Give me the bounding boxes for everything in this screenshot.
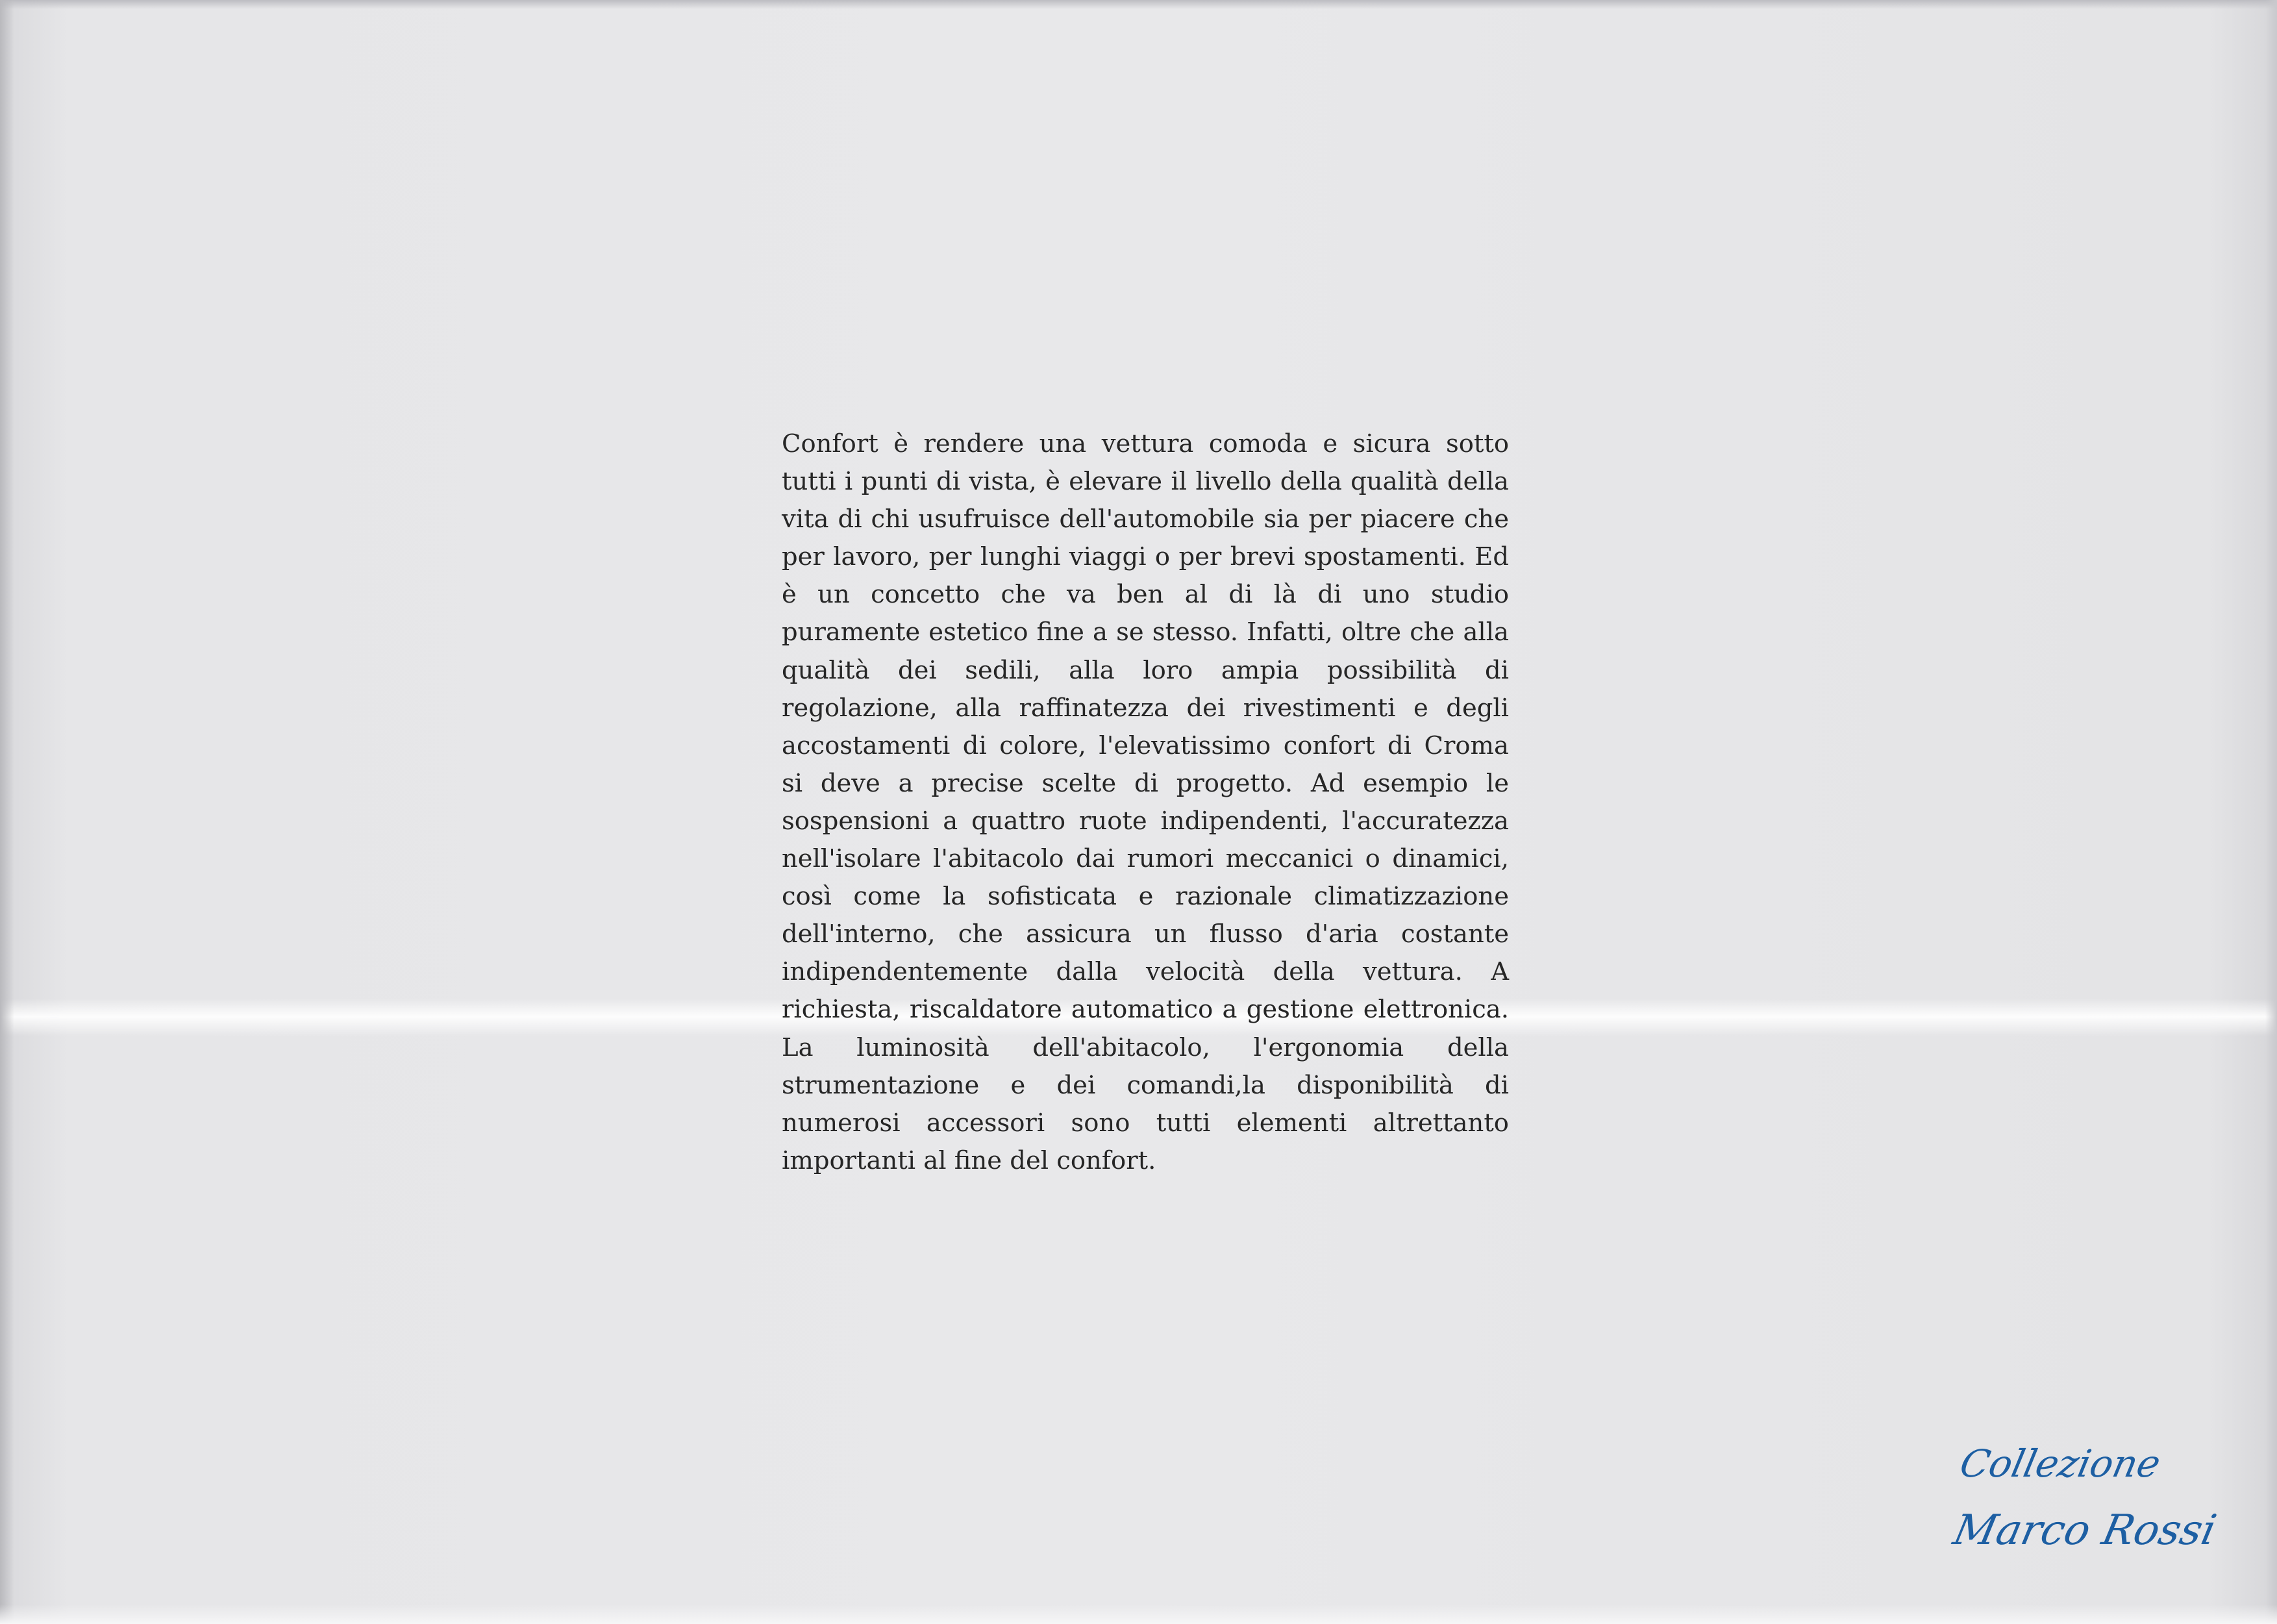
page-edge-bottom [0,1605,2277,1624]
page-edge-top [0,0,2277,9]
page-edge-left [0,0,14,1624]
body-paragraph: Confort è rendere una vettura comoda e sicura sotto tutti i punti di vista, è elevare il livello della qualità della vita di chi usufruisce dell'automobile sia per piacere che per lavoro, per lunghi viaggi o per brevi spostamenti. Ed è un concetto che va ben al di là di uno studio puramente estetico fine a se stesso. Infatti, oltre che alla qualità dei sedili, alla loro ampia possibilità di regolazione, alla raffinatezza dei rivestimenti e degli accostamenti di colore, l'elevatissimo confort di Croma si deve a precise scelte di progetto. Ad esempio le sospensioni a quattro ruote indipendenti, l'accuratezza nell'isolare l'abitacolo dai rumori meccanici o dinamici, così come la sofisticata e razionale climatizzazione dell'interno, che assicura un flusso d'aria costante indipendentemente dalla velocità della vettura. A richiesta, riscaldatore automatico a gestione elettronica. La luminosità dell'abitacolo, l'ergonomia della strumentazione e dei comandi,la disponibilità di numerosi accessori sono tutti elementi altrettanto importanti al fine del confort. [782,429,1509,1175]
collection-watermark [1922,1442,2221,1578]
watermark-line-collection: Collezione [1956,1442,2165,1486]
watermark-line-owner: Marco Rossi [1949,1506,2221,1555]
page-edge-right [2265,0,2277,1624]
